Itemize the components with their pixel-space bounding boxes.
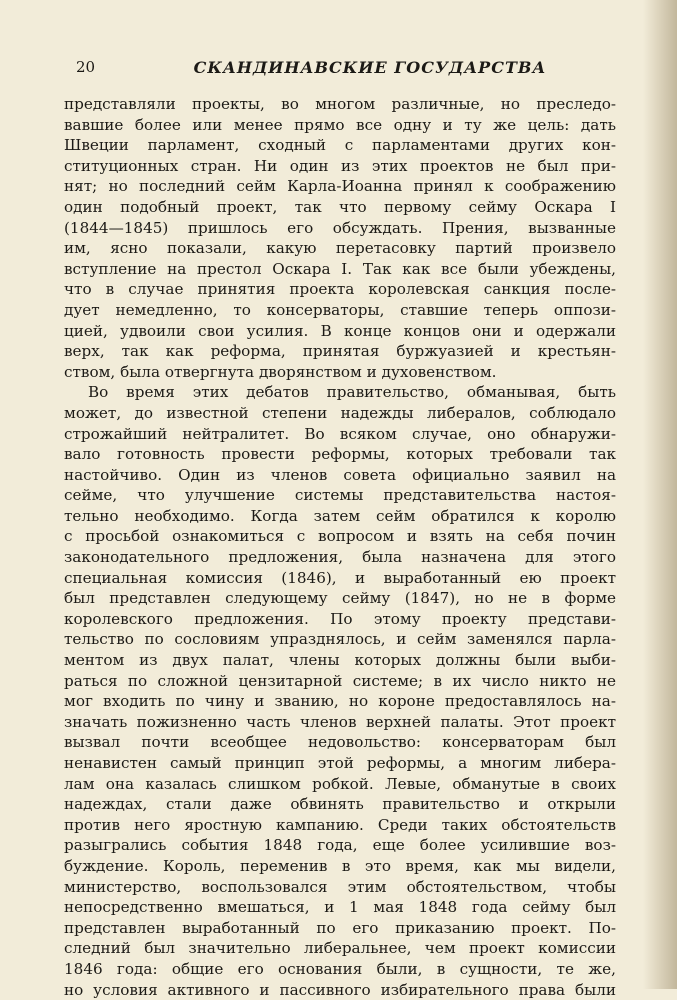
text-line: вавшие более или менее прямо все одну и ту же цель: дать [64,115,616,134]
text-line: вызвал почти всеобщее недовольство: консерваторам был [64,733,616,752]
text-line: ненавистен самый принцип этой реформы, а многим либера- [64,754,616,772]
text-line: ментом из двух палат, члены которых должны были выби- [64,651,616,670]
page-number: 20 [76,58,96,76]
book-gutter-shadow [643,0,677,989]
text-line: против него яростную кампанию. Среди таких обстоятельств [64,815,616,834]
text-line: представляли проекты, во многом различные, но преследо- [64,95,616,113]
text-line: тельно необходимо. Когда затем сейм обратился к королю [64,506,616,525]
text-line: строжайший нейтралитет. Во всяком случае, оно обнаружи- [64,424,616,443]
text-line: Швеции парламент, сходный с парламентами других кон- [64,136,616,155]
text-line: лам она казалась слишком робкой. Левые, обманутые в своих [64,774,616,793]
text-line: но условия активного и пассивного избирательного права были [64,980,616,999]
text-line: надеждах, стали даже обвинять правительство и открыли [64,795,616,814]
text-line: может, до известной степени надежды либералов, соблюдало [64,403,616,422]
text-line: настойчиво. Один из членов совета официально заявил на [64,465,616,484]
text-line: что в случае принятия проекта королевская санкция после- [64,280,616,299]
book-page [64,58,616,1000]
text-line: ституционных стран. Ни один из этих проектов не был при- [64,156,616,175]
text-line: сейме, что улучшение системы представительства настоя- [64,486,616,505]
text-line: вступление на престол Оскара I. Так как все были убеждены, [64,259,616,278]
text-line: разыгрались события 1848 года, еще более усилившие воз- [64,836,616,855]
text-line: с просьбой ознакомиться с вопросом и взять на себя почин [64,527,616,546]
text-line: (1844—1845) пришлось его обсуждать. Прения, вызванные [64,218,616,237]
text-line: дует немедленно, то консерваторы, ставшие теперь оппози- [64,300,616,319]
text-line: 1846 года: общие его основания были, в сущности, те же, [64,959,616,978]
text-line: королевского предложения. По этому проекту представи- [64,609,616,628]
running-title: СКАНДИНАВСКИЕ ГОСУДАРСТВА [193,58,547,77]
text-line: вало готовность провести реформы, которых требовали так [64,445,616,464]
text-line: был представлен следующему сейму (1847), но не в форме [64,589,616,608]
paragraph [64,382,616,1000]
text-line: раться по сложной цензитарной системе; в их число никто не [64,671,616,690]
text-line: министерство, воспользовался этим обстоятельством, чтобы [64,877,616,896]
text-line: нят; но последний сейм Карла-Иоанна принял к соображению [64,177,616,196]
text-line: непосредственно вмешаться, и 1 мая 1848 года сейму был [64,898,616,917]
text-line: законодательного предложения, была назначена для этого [64,548,616,567]
text-line: Во время этих дебатов правительство, обманывая, быть [88,383,616,402]
text-line: буждение. Король, переменив в это время, как мы видели, [64,856,616,875]
text-line: цией, удвоили свои усилия. В конце концов они и одержали [64,321,616,340]
text-line: следний был значительно либеральнее, чем проект комиссии [64,939,616,958]
text-line: представлен выработанный по его приказанию проект. По- [64,918,616,937]
text-line: им, ясно показали, какую перетасовку партий произвело [64,239,616,258]
running-head [64,58,616,82]
text-line: тельство по сословиям упразднялось, и сейм заменялся парла- [64,630,616,649]
text-line: верх, так как реформа, принятая буржуазией и крестьян- [64,342,616,361]
text-line: значать пожизненно часть членов верхней палаты. Этот проект [64,712,616,731]
paragraph [64,94,616,382]
text-line: один подобный проект, так что первому сейму Оскара I [64,197,616,216]
text-line: ством, была отвергнута дворянством и духовенством. [64,362,497,381]
text-line: мог входить по чину и званию, но короне предоставлялось на- [64,692,616,711]
body-text [64,94,616,1000]
text-line: специальная комиссия (1846), и выработанный ею проект [64,568,616,587]
